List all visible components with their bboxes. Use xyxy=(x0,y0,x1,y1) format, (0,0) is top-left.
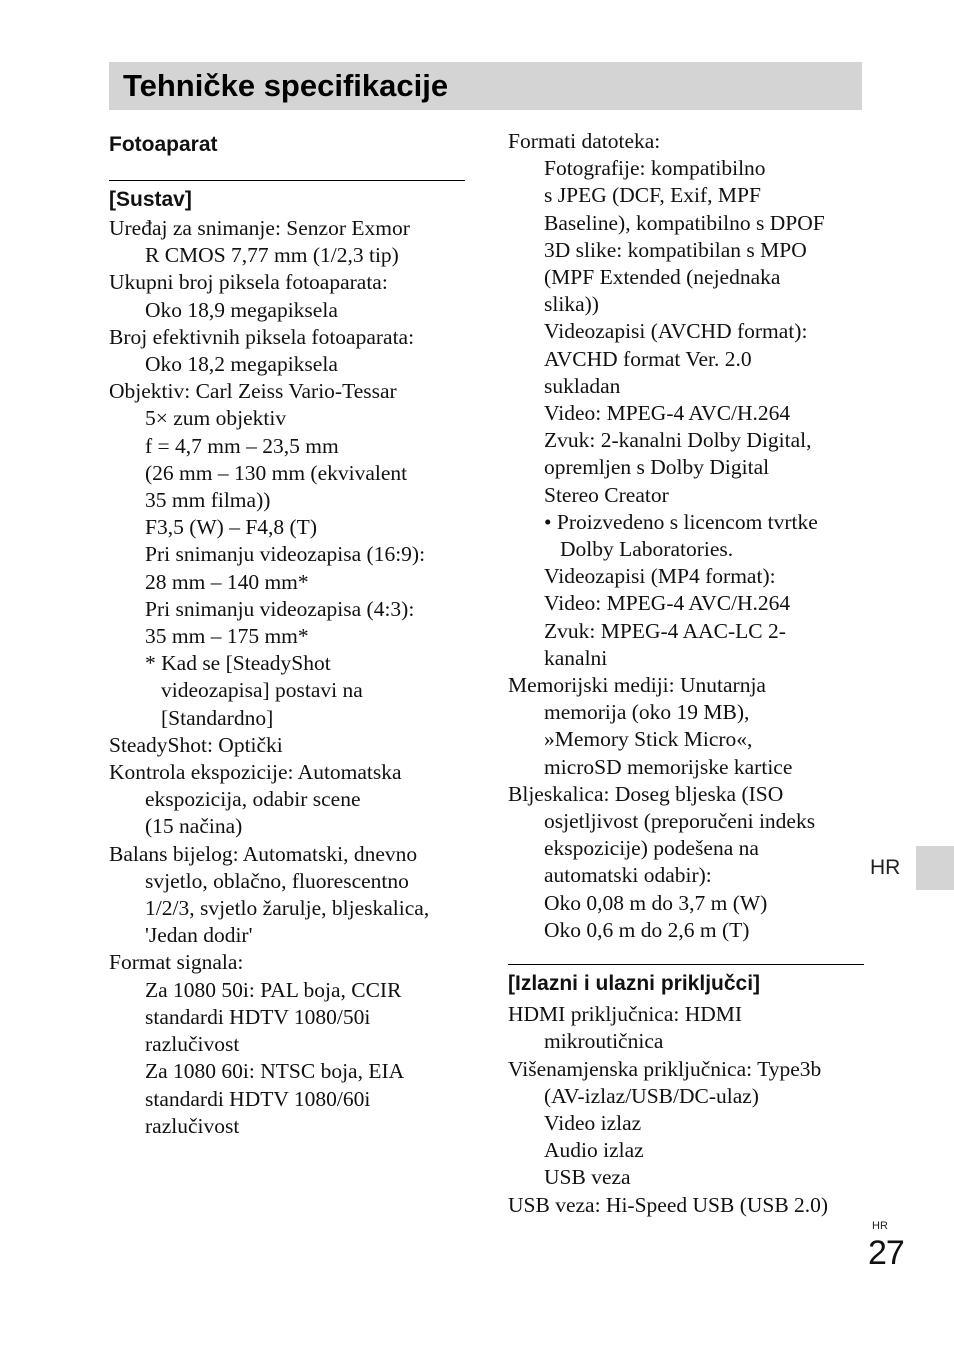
spec-line: 28 mm – 140 mm* xyxy=(145,569,309,594)
spec-line: Formati datoteka: xyxy=(508,129,661,153)
spec-line: R CMOS 7,77 mm (1/2,3 tip) xyxy=(145,243,399,268)
spec-line: 35 mm filma)) xyxy=(145,488,271,513)
spec-line: standardi HDTV 1080/50i xyxy=(145,1004,371,1029)
spec-line: Balans bijelog: Automatski, dnevno xyxy=(109,841,418,866)
spec-line: (MPF Extended (nejednaka xyxy=(544,265,781,290)
section-heading-system: [Sustav] xyxy=(109,188,192,211)
spec-line: SteadyShot: Optički xyxy=(109,732,283,757)
spec-line: 'Jedan dodir' xyxy=(145,923,253,948)
spec-line: svjetlo, oblačno, fluorescentno xyxy=(145,868,409,893)
spec-line: 1/2/3, svjetlo žarulje, bljeskalica, xyxy=(145,896,430,921)
spec-line: Oko 0,6 m do 2,6 m (T) xyxy=(544,917,750,942)
spec-line: Videozapisi (AVCHD format): xyxy=(544,319,808,344)
spec-line: Oko 18,2 megapiksela xyxy=(145,352,338,377)
spec-line: sukladan xyxy=(544,373,621,398)
spec-line: Kontrola ekspozicije: Automatska xyxy=(109,760,402,785)
camera-heading: Fotoaparat xyxy=(109,133,218,156)
spec-line: Višenamjenska priključnica: Type3b xyxy=(508,1056,822,1081)
spec-line: Format signala: xyxy=(109,950,244,975)
spec-line: Fotografije: kompatibilno xyxy=(544,156,766,181)
spec-line: razlučivost xyxy=(145,1113,240,1138)
spec-line: AVCHD format Ver. 2.0 xyxy=(544,346,752,371)
spec-list-system xyxy=(109,215,465,1140)
spec-line: razlučivost xyxy=(145,1032,240,1057)
spec-line: osjetljivost (preporučeni indeks xyxy=(544,809,816,834)
footnote-line: * Kad se [SteadyShot xyxy=(145,651,331,676)
spec-line: Za 1080 60i: NTSC boja, EIA xyxy=(145,1059,405,1084)
spec-line: F3,5 (W) – F4,8 (T) xyxy=(145,515,317,540)
page-language-code: HR xyxy=(872,1220,888,1232)
spec-line: memorija (oko 19 MB), xyxy=(544,700,750,725)
section-heading-connectors: [Izlazni i ulazni priključci] xyxy=(508,972,761,996)
spec-line: Bljeskalica: Doseg bljeska (ISO xyxy=(508,781,784,806)
spec-line: Video: MPEG-4 AVC/H.264 xyxy=(544,401,791,426)
spec-line: USB veza: Hi-Speed USB (USB 2.0) xyxy=(508,1192,829,1217)
spec-line: Pri snimanju videozapisa (16:9): xyxy=(145,542,426,567)
spec-line: Audio izlaz xyxy=(544,1138,644,1163)
spec-line: Uređaj za snimanje: Senzor Exmor xyxy=(109,216,410,240)
footnote-line: videozapisa] postavi na xyxy=(161,678,363,703)
spec-line: 5× zum objektiv xyxy=(145,406,287,431)
page-title: Tehničke specifikacije xyxy=(123,68,449,103)
spec-line: Videozapisi (MP4 format): xyxy=(544,564,776,589)
spec-line: Memorijski mediji: Unutarnja xyxy=(508,673,766,698)
spec-line: (AV-izlaz/USB/DC-ulaz) xyxy=(544,1083,759,1108)
spec-line: Zvuk: MPEG-4 AAC-LC 2- xyxy=(544,618,786,643)
spec-line: slika)) xyxy=(544,292,599,317)
bullet-line: Dolby Laboratories. xyxy=(560,537,734,562)
page-number: 27 xyxy=(868,1234,904,1272)
spec-list-connectors xyxy=(508,1001,864,1219)
spec-line: USB veza xyxy=(544,1165,631,1190)
title-bar xyxy=(109,62,862,110)
spec-line: Broj efektivnih piksela fotoaparata: xyxy=(109,324,415,349)
spec-line: Za 1080 50i: PAL boja, CCIR xyxy=(145,977,402,1002)
spec-line: Video izlaz xyxy=(544,1110,642,1135)
spec-line: Baseline), kompatibilno s DPOF xyxy=(544,210,825,235)
spec-line: Zvuk: 2-kanalni Dolby Digital, xyxy=(544,428,812,453)
spec-line: »Memory Stick Micro«, xyxy=(544,727,753,752)
spec-line: HDMI priključnica: HDMI xyxy=(508,1002,743,1027)
spec-line: mikroutičnica xyxy=(544,1029,664,1054)
bullet-line: • Proizvedeno s licencom tvrtke xyxy=(544,509,818,534)
spec-line: automatski odabir): xyxy=(544,863,712,888)
footnote-line: [Standardno] xyxy=(161,705,274,730)
spec-line: microSD memorijske kartice xyxy=(544,754,793,779)
spec-line: 3D slike: kompatibilan s MPO xyxy=(544,237,807,262)
spec-line: kanalni xyxy=(544,645,608,670)
spec-line: (26 mm – 130 mm (ekvivalent xyxy=(145,460,408,485)
spec-line: ekspozicija, odabir scene xyxy=(145,787,361,812)
spec-line: s JPEG (DCF, Exif, MPF xyxy=(544,183,761,208)
spec-line: Ukupni broj piksela fotoaparata: xyxy=(109,270,388,295)
spec-line: opremljen s Dolby Digital xyxy=(544,455,770,480)
spec-line: Oko 0,08 m do 3,7 m (W) xyxy=(544,890,768,915)
spec-line: standardi HDTV 1080/60i xyxy=(145,1086,371,1111)
spec-line: f = 4,7 mm – 23,5 mm xyxy=(145,433,339,458)
language-tab xyxy=(916,846,954,890)
spec-line: (15 načina) xyxy=(145,814,243,839)
right-column xyxy=(508,128,864,1219)
spec-list-formats xyxy=(508,128,864,944)
spec-line: Objektiv: Carl Zeiss Vario-Tessar xyxy=(109,379,397,404)
section-divider xyxy=(109,180,465,181)
spec-line: Pri snimanju videozapisa (4:3): xyxy=(145,596,415,621)
section-divider xyxy=(508,964,864,965)
spec-line: Stereo Creator xyxy=(544,482,669,507)
spec-line: Video: MPEG-4 AVC/H.264 xyxy=(544,591,791,616)
spec-line: 35 mm – 175 mm* xyxy=(145,624,309,649)
language-tab-label: HR xyxy=(870,856,901,879)
spec-line: Oko 18,9 megapiksela xyxy=(145,297,338,322)
left-column xyxy=(109,128,465,1140)
spec-line: ekspozicije) podešena na xyxy=(544,836,759,861)
